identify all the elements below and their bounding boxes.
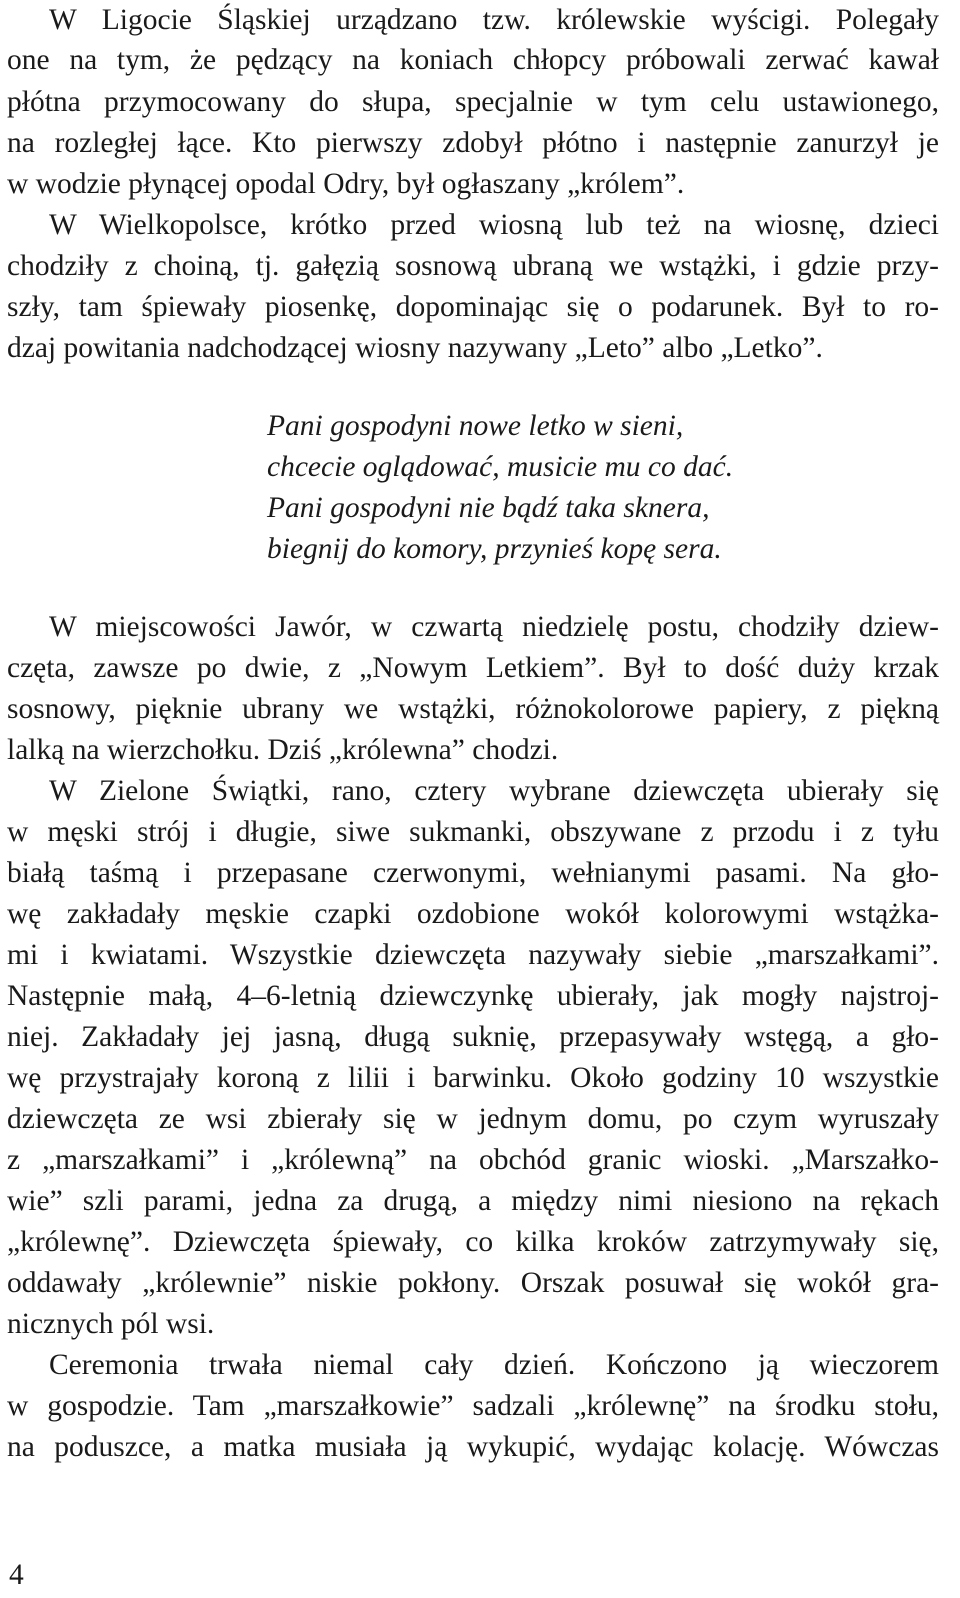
text-line: dzaj powitania nadchodzącej wiosny nazywany „Leto” albo „Letko”. [7, 332, 823, 364]
text-line: nicznych pól wsi. [7, 1308, 215, 1340]
text-line: lalką na wierzchołku. Dziś „królewna” chodzi. [7, 734, 559, 766]
text-line: chodziły z choiną, tj. gałęzią sosnową ubraną we wstążki, i gdzie przy- [7, 250, 939, 282]
text-line: „królewnę”. Dziewczęta śpiewały, co kilka kroków zatrzymywały się, [7, 1226, 939, 1258]
text-line: w gospodzie. Tam „marszałkowie” sadzali „królewnę” na środku stołu, [7, 1390, 939, 1422]
text-line: W Zielone Świątki, rano, cztery wybrane dziewczęta ubierały się [49, 775, 939, 807]
text-line: dziewczęta ze wsi zbierały się w jednym domu, po czym wyruszały [7, 1103, 939, 1135]
text-line: szły, tam śpiewały piosenkę, dopominając się o podarunek. Był to ro- [7, 291, 939, 323]
text-line: sosnowy, pięknie ubrany we wstążki, różnokolorowe papiery, z piękną [7, 693, 939, 725]
text-line: w wodzie płynącej opodal Odry, był ogłaszany „królem”. [7, 168, 685, 200]
text-line: w męski strój i długie, siwe sukmanki, obszywane z przodu i z tyłu [7, 816, 939, 848]
text-line: płótna przymocowany do słupa, specjalnie w tym celu ustawionego, [7, 86, 939, 118]
verse-line: Pani gospodyni nie bądź taka sknera, [267, 492, 710, 524]
text-line: Następnie małą, 4–6-letnią dziewczynkę ubierały, jak mogły najstroj- [7, 980, 939, 1012]
text-line: wę przystrajały koroną z lilii i barwinku. Około godziny 10 wszystkie [7, 1062, 939, 1094]
text-line: wie” szli parami, jedna za drugą, a między nimi niesiono na rękach [7, 1185, 939, 1217]
verse-line: Pani gospodyni nowe letko w sieni, [267, 410, 684, 442]
text-line: z „marszałkami” i „królewną” na obchód granic wioski. „Marszałko- [7, 1144, 939, 1176]
text-line: one na tym, że pędzący na koniach chłopcy próbowali zerwać kawał [7, 44, 939, 76]
text-line: białą taśmą i przepasane czerwonymi, wełnianymi pasami. Na gło- [7, 857, 939, 889]
verse-line: chcecie oglądować, musicie mu co dać. [267, 451, 734, 483]
text-line: wę zakładały męskie czapki ozdobione wokół kolorowymi wstążka- [7, 898, 939, 930]
text-line: W miejscowości Jawór, w czwartą niedzielę postu, chodziły dziew- [49, 611, 939, 643]
page-number: 4 [9, 1559, 24, 1591]
text-line: na poduszce, a matka musiała ją wykupić, wydając kolację. Wówczas [7, 1431, 939, 1463]
text-line: na rozległej łące. Kto pierwszy zdobył płótno i następnie zanurzył je [7, 127, 939, 159]
text-line: niej. Zakładały jej jasną, długą suknię, przepasywały wstęgą, a gło- [7, 1021, 939, 1053]
text-line: W Wielkopolsce, krótko przed wiosną lub też na wiosnę, dzieci [49, 209, 939, 241]
text-line: oddawały „królewnie” niskie pokłony. Orszak posuwał się wokół gra- [7, 1267, 939, 1299]
text-line: mi i kwiatami. Wszystkie dziewczęta nazywały siebie „marszałkami”. [7, 939, 939, 971]
text-line: częta, zawsze po dwie, z „Nowym Letkiem”. Był to dość duży krzak [7, 652, 939, 684]
text-line: Ceremonia trwała niemal cały dzień. Kończono ją wieczorem [49, 1349, 939, 1381]
text-line: W Ligocie Śląskiej urządzano tzw. królewskie wyścigi. Polegały [49, 4, 939, 36]
verse-line: biegnij do komory, przynieś kopę sera. [267, 533, 722, 565]
